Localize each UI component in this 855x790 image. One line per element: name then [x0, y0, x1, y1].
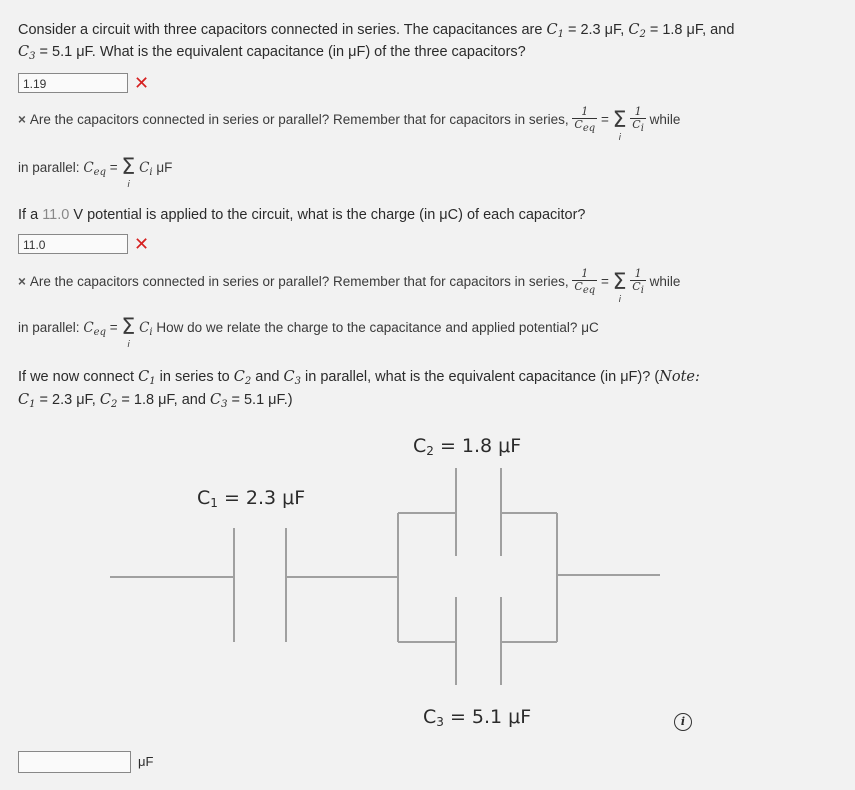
q1-answer-input[interactable]: 1.19 — [18, 73, 128, 93]
sigma-icon: Σ i — [612, 107, 627, 143]
q2-answer-input[interactable]: 11.0 — [18, 234, 128, 254]
q1-hint-series: × Are the capacitors connected in series or parallel? Remember that for capacitors in series, $\frac{1}{C_{eq}}$ = Σ i $\frac{1}{C_i}$ while — [18, 105, 681, 143]
c3-label: $C_3 = 5.1$ μF — [423, 706, 532, 729]
fraction-1-over-ceq: $\frac{1}{C_{eq}}$ — [574, 267, 596, 296]
fraction-1-over-ci: $\frac{1}{C_i}$ — [632, 105, 644, 134]
sigma-icon: Σ i — [121, 155, 136, 191]
fraction-1-over-ci: $\frac{1}{C_i}$ — [632, 267, 644, 296]
q2-hint-series: × Are the capacitors connected in series or parallel? Remember that for capacitors in series, $\frac{1}{C_{eq}}$ = Σ i $\frac{1}{C_i}$ while — [18, 267, 681, 305]
x-mark-icon: ✕ — [134, 73, 150, 93]
q1-line2: $C_3 = 5.1$ μF. What is the equivalent capacitance (in μF) of the three capacitors? — [18, 44, 526, 62]
c2-label: $C_2 = 1.8$ μF — [413, 435, 522, 458]
q2-line: If a 11.0 V potential is applied to the circuit, what is the charge (in μC) of each capacitor? — [18, 207, 586, 223]
x-mark-icon: ✕ — [134, 234, 150, 254]
q2-hint-parallel: in parallel: $C_{eq} = \Sigma$ i $C_i$ How do we relate the charge to the capacitance and applied potential? μC — [18, 315, 599, 351]
sigma-icon: Σ i — [121, 315, 136, 351]
q3-unit: μF — [138, 754, 154, 769]
sigma-icon: Σ i — [612, 269, 627, 305]
q3-line2: $C_1 = 2.3$ μF, $C_2 = 1.8$ μF, and $C_3 = 5.1$ μF.) — [18, 392, 293, 410]
q3-line1: If we now connect $C_1$ in series to $C_2$ and $C_3$ in parallel, what is the equivalent capacitance (in μF)? (Note: — [18, 369, 700, 387]
q3-answer-input[interactable] — [18, 751, 131, 773]
x-mark-icon: × — [18, 274, 26, 290]
info-icon[interactable]: i — [674, 713, 692, 731]
q1-line1: Consider a circuit with three capacitors connected in series. The capacitances are $C_1 = 2.3$ μF, $C_2 = 1.8$ μF, and — [18, 22, 735, 40]
c1-label: $C_1 = 2.3$ μF — [197, 487, 306, 510]
fraction-1-over-ceq: $\frac{1}{C_{eq}}$ — [574, 105, 596, 134]
q1-hint-parallel: in parallel: $C_{eq} = \Sigma$ i $C_i$ μF — [18, 155, 173, 191]
x-mark-icon: × — [18, 112, 26, 128]
